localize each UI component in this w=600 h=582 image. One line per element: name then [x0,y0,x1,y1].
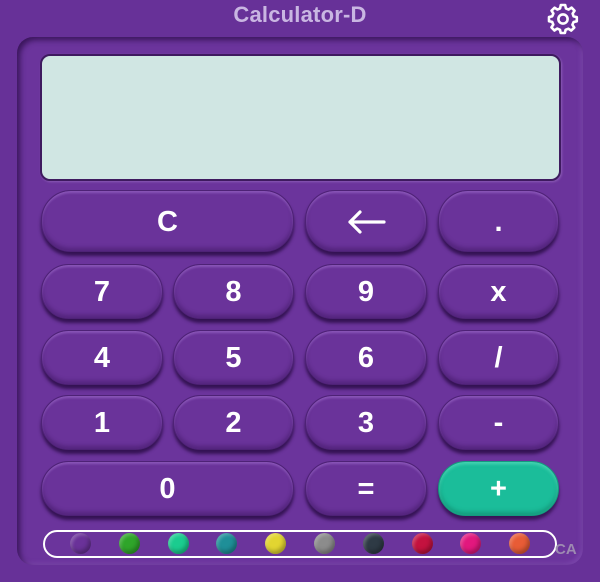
decimal-button[interactable] [438,190,559,252]
backspace-button[interactable] [305,190,427,252]
gear-icon [545,1,581,37]
divide-button[interactable] [438,330,559,385]
digit-6-label: 6 [357,342,375,374]
digit-8-button[interactable] [173,264,294,319]
equals-label: = [357,473,375,505]
settings-button[interactable] [545,1,581,37]
custom-theme-label[interactable]: CA [555,541,577,558]
theme-swatch-dark-slate[interactable] [363,533,384,554]
digit-6-button[interactable] [305,330,427,385]
clear-button-label: C [157,206,178,238]
theme-swatch-gray[interactable] [314,533,335,554]
clear-button[interactable] [41,190,294,252]
digit-3-label: 3 [357,407,375,439]
app-title: Calculator-D [233,2,367,27]
digit-3-button[interactable] [305,395,427,450]
theme-swatch-crimson[interactable] [412,533,433,554]
digit-5-button[interactable] [173,330,294,385]
multiply-label: x [490,276,507,308]
digit-2-button[interactable] [173,395,294,450]
add-button[interactable] [438,461,559,516]
theme-swatch-purple[interactable] [70,533,91,554]
digit-9-button[interactable] [305,264,427,319]
subtract-button[interactable] [438,395,559,450]
digit-9-label: 9 [357,276,375,308]
equals-button[interactable] [305,461,427,516]
digit-0-button[interactable] [41,461,294,516]
digit-5-label: 5 [225,342,242,374]
calculator-display [40,54,561,181]
theme-swatch-mint[interactable] [168,533,189,554]
digit-0-label: 0 [159,473,176,505]
digit-7-button[interactable] [41,264,163,319]
digit-2-label: 2 [225,407,242,439]
multiply-button[interactable] [438,264,559,319]
subtract-label: - [493,407,504,439]
arrow-left-icon [346,210,386,234]
digit-4-button[interactable] [41,330,163,385]
add-label: + [490,473,507,505]
digit-1-label: 1 [93,407,111,439]
digit-7-label: 7 [93,276,111,308]
digit-1-button[interactable] [41,395,163,450]
divide-label: / [494,342,503,374]
theme-swatch-green[interactable] [119,533,140,554]
decimal-button-label: . [494,206,503,238]
digit-8-label: 8 [225,276,242,308]
digit-4-label: 4 [93,342,111,374]
